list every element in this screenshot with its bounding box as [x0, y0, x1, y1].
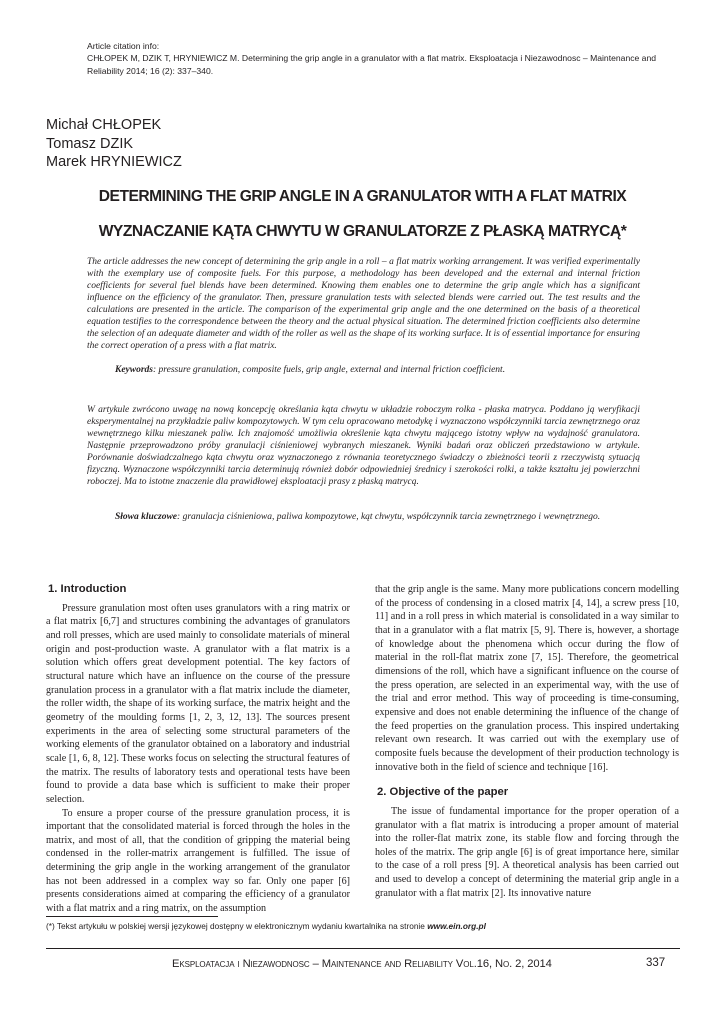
footer-divider: [46, 948, 680, 949]
citation-text: CHŁOPEK M, DZIK T, HRYNIEWICZ M. Determining the grip angle in a granulator with a flat matrix. Eksploatacja i Niezawodnosc – Maintenance and Reliability 2014; 16 (2): 337–340.: [87, 53, 657, 76]
author-name: Michał CHŁOPEK: [46, 117, 162, 133]
keywords-polish: [115, 511, 720, 523]
keywords-label: Keywords: [115, 365, 153, 375]
abstract-english: The article addresses the new concept of determining the grip angle in a roll – a flat matrix working arrangement. It was verified experimentally with the exemplary use of composite fuels. For this purpose, a methodology has been developed and the external and internal friction coefficients for several fuel blends have been determined. Knowing them enables one to determine the grip angle which has a significant influence on the efficiency of the granulator. Then, pressure granulation tests with selected blends were carried out. The test results and the calculations are presented in the article. The comparison of the experimental grip angle and the one determined on the basis of a theoretical equation testifies to the correspondence between the theory and the actual physical situation. The determined friction coefficients also determine the selection of an adequate diameter and width of the roller as well as the shape of its working surface. It is of essential importance for ensuring the correct operation of a press with a flat matrix.: [87, 257, 640, 351]
footer-journal-name: Eksploatacja i Niezawodnosc – Maintenance and Reliability Vol.16, No. 2, 2014: [172, 958, 552, 970]
page-number: 337: [646, 957, 666, 969]
citation-label: Article citation info:: [87, 41, 160, 51]
author-list: [46, 116, 182, 172]
keywords-label: Słowa kluczowe: [115, 512, 178, 522]
keywords-text: : granulacja ciśnieniowa, paliwa kompozytowe, kąt chwytu, współczynnik tarcia zewnętrznego i wewnętrznego.: [177, 512, 601, 522]
body-paragraph: that the grip angle is the same. Many more publications concern modelling of the process of condensing in a closed matrix [4, 14], a screw press [10, 11] and in a roll press in which material is consolidated in a way similar to that in a granulator with a flat matrix [5, 9]. There is, however, a shortage of knowledge about the phenomena which occur during the flow of material in the roll-flat matrix zone [7, 15]. Therefore, the geometrical dimensions of the roll, which have a significant influence on the course of the press operation, are selected in an experimental way, with the use of the trial and error method. This way of proceeding is time-consuming, expensive and does not enable determining the influence of the change of the feed properties on the granulation process. This inspired undertaking relevant own research. It was carried out with the exemplary use of composite fuels because the development of their production technology is innovative both in the field of science and technique [16].: [375, 584, 679, 773]
keywords-text: : pressure granulation, composite fuels, grip angle, external and internal friction coefficient.: [153, 365, 506, 375]
footnote-text: (*) Tekst artykułu w polskiej wersji językowej dostępny w elektronicznym wydaniu kwartalnika na stronie: [46, 921, 428, 931]
body-paragraph: Pressure granulation most often uses granulators with a ring matrix or a flat matrix [6,7] and structures combining the advantages of granulators and roll presses, which are used mainly to consolidate materials of mineral origin and post-production waste. A granulator with a flat matrix is a solution which offers great development potential. The key factors of structural nature which have an influence on the course of the pressure granulation process in a granulator with a flat matrix include the diameter, the roller width, the shape of its working surface, the matrix height and the geometry of the moulding forms [1, 2, 3, 12, 13]. The sources present experiments in the area of selecting some structural parameters of the working elements of the granulator obtained on a laboratory and industrial scale [1, 6, 8, 12]. These works focus on selecting the structural features of the matrix. The results of laboratory tests and operational tests have been found to provide a data base which is sufficient to make their proper selection.: [46, 602, 350, 805]
title-polish: WYZNACZANIE KĄTA CHWYTU W GRANULATORZE Z PŁASKĄ MATRYCĄ*: [98, 223, 627, 240]
section-heading-introduction: 1. Introduction: [48, 583, 127, 595]
footnote-link[interactable]: www.ein.org.pl: [427, 921, 486, 931]
abstract-polish: W artykule zwrócono uwagę na nową koncepcję określania kąta chwytu w układzie roboczym rolka - płaska matryca. Poddano ją weryfikacji eksperymentalnej na przykładzie paliw kompozytowych. W tym celu opracowano metodykę i wyznaczono współczynniki tarcia zewnętrznego oraz wewnętrznego kilku mieszanek paliw. Ich znajomość umożliwia określenie kąta chwytu mającego istotny wpływ na wydajność granulatora. Następnie przeprowadzono próby granulacji ciśnieniowej wybranych mieszanek. Wyniki badań oraz obliczeń przedstawiono w artykule. Porównanie doświadczalnego kąta chwytu oraz wyznaczonego z równania teoretycznego świadczy o zbieżności teorii z rzeczywistą sytuacją fizyczną. Wyznaczone współczynniki tarcia determinują również dobór odpowiedniej średnicy i szerokości rolki, a także kształtu jej powierzchni roboczej. Ma to istotne znaczenie dla prawidłowej eksploatacji prasy z płaską matrycą.: [87, 405, 640, 487]
body-column-right: [375, 583, 679, 900]
author-name: Marek HRYNIEWICZ: [46, 154, 182, 170]
section-heading-objective: 2. Objective of the paper: [377, 786, 509, 799]
article-citation: [87, 40, 677, 77]
author-name: Tomasz DZIK: [46, 135, 134, 152]
body-paragraph: To ensure a proper course of the pressure granulation process, it is important that the consolidated material is forced through the holes in the matrix, and most of all, that the condition of gripping the material being condensed in the roller-matrix arrangement is fulfilled. The issue of determining the grip angle in the working arrangement of the granulator has not been addressed in a complex way so far. Only one paper [6] presents considerations aimed at comparing the efficiency of a granulator with a flat matrix and a ring matrix, on the assumption: [46, 807, 350, 915]
body-column-left: [46, 583, 350, 916]
footnote: [46, 921, 486, 932]
keywords-english: [115, 364, 640, 376]
body-paragraph: The issue of fundamental importance for the proper operation of a granulator with a flat matrix is introducing a proper amount of material into the roller-flat matrix zone, its stable flow and forcing through the holes of the matrix. The grip angle [6] is of great importance here, similar to the case of a roll press [9]. A theoretical analysis has been carried out and used to develop a concept of determining the material grip angle in a granulator with a flat matrix [2]. Its innovative nature: [375, 805, 679, 899]
footnote-divider: [46, 916, 218, 917]
title-english: DETERMINING THE GRIP ANGLE IN A GRANULATOR WITH A FLAT MATRIX: [98, 188, 627, 205]
